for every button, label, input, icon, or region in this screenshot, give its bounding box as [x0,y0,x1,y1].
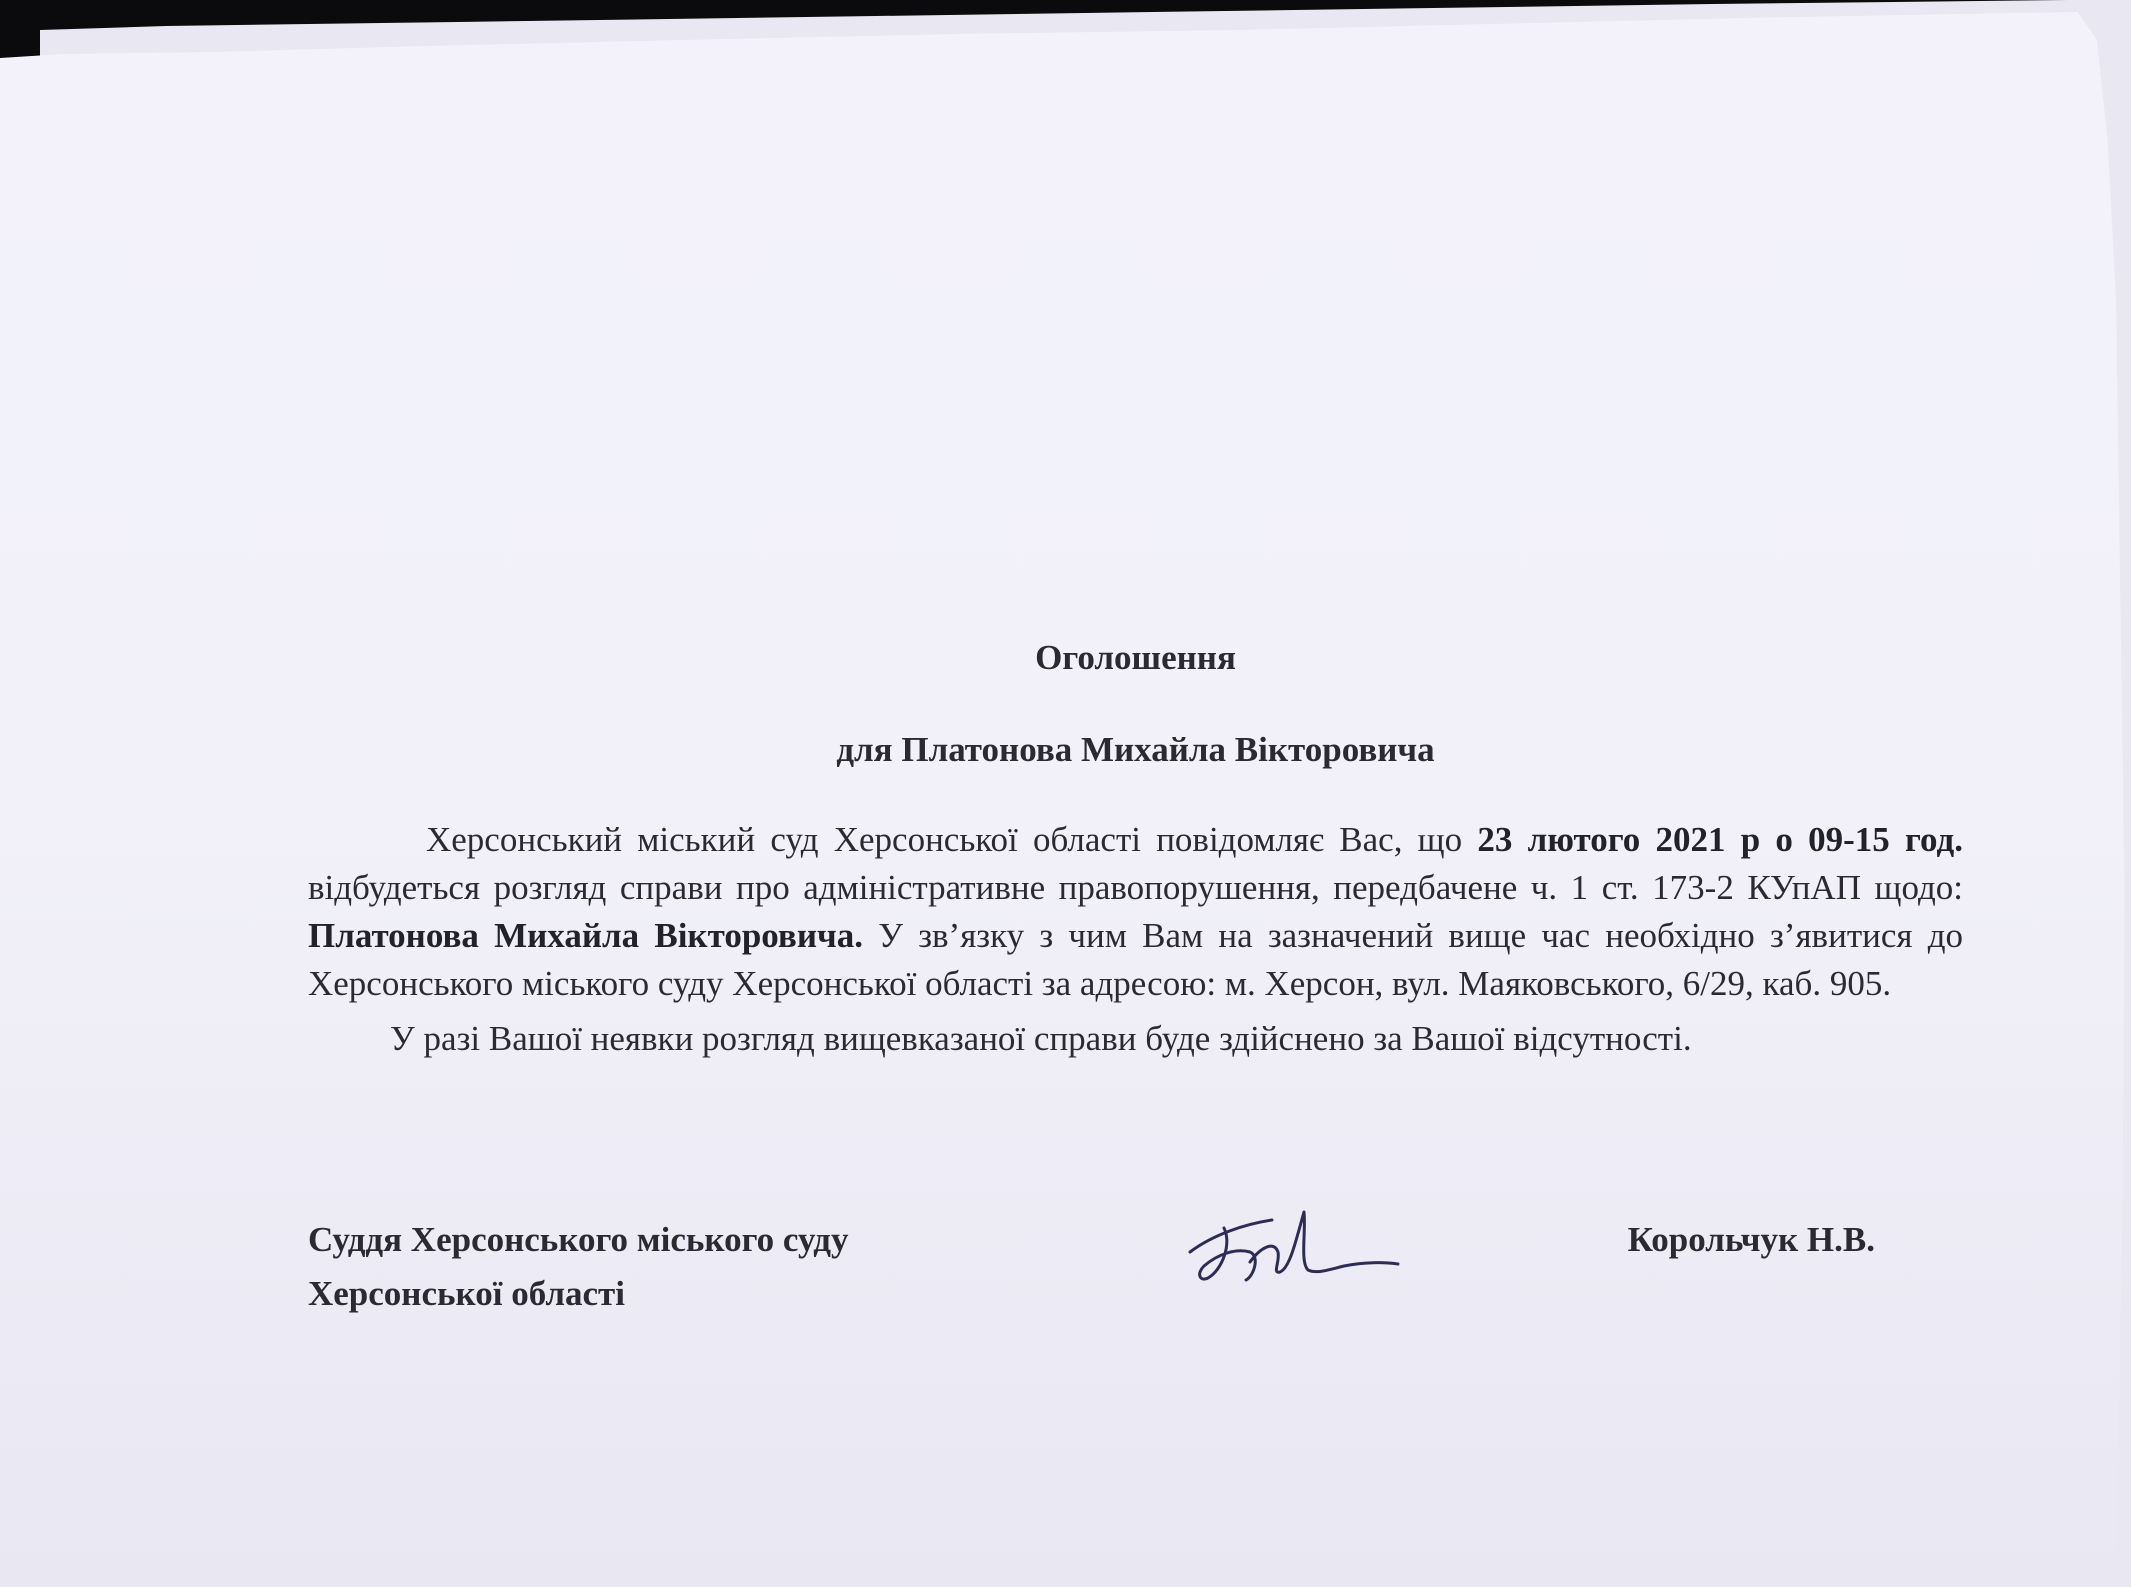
judge-title-line2: Херсонської області [308,1274,625,1313]
document-body [308,816,1963,1067]
notice-text-2: відбудеться розгляд справи про адміністративне правопорушення, передбачене ч. 1 ст. 173-2 КУпАП щодо: [308,868,1963,907]
absence-paragraph: У разі Вашої неявки розгляд вищевказаної справи буде здійснено за Вашої відсутності. [390,1019,1692,1058]
notice-paragraph [308,816,1963,1008]
notice-text-3: У зв’язку з чим Вам на зазначений вище час необхідно з’явитися до Херсонського міського суду Херсонської області за адресою: м. Херсон, вул. Маяковського, 6/29, каб. 905. [308,916,1963,1003]
judge-name: Корольчук Н.В. [1627,1220,1875,1259]
document-title: Оголошення [1035,638,1236,677]
notice-text-1: Херсонський міський суд Херсонської області повідомляє Вас, що [426,820,1478,859]
signature-block [308,1220,1963,1340]
defendant-name: Платонова Михайла Вікторовича. [308,916,863,955]
document-subtitle: для Платонова Михайла Вікторовича [836,730,1435,769]
judge-title-line1: Суддя Херсонського міського суду [308,1220,849,1259]
handwritten-signature [1184,1200,1404,1290]
hearing-datetime: 23 лютого 2021 р о 09-15 год. [1477,820,1963,859]
